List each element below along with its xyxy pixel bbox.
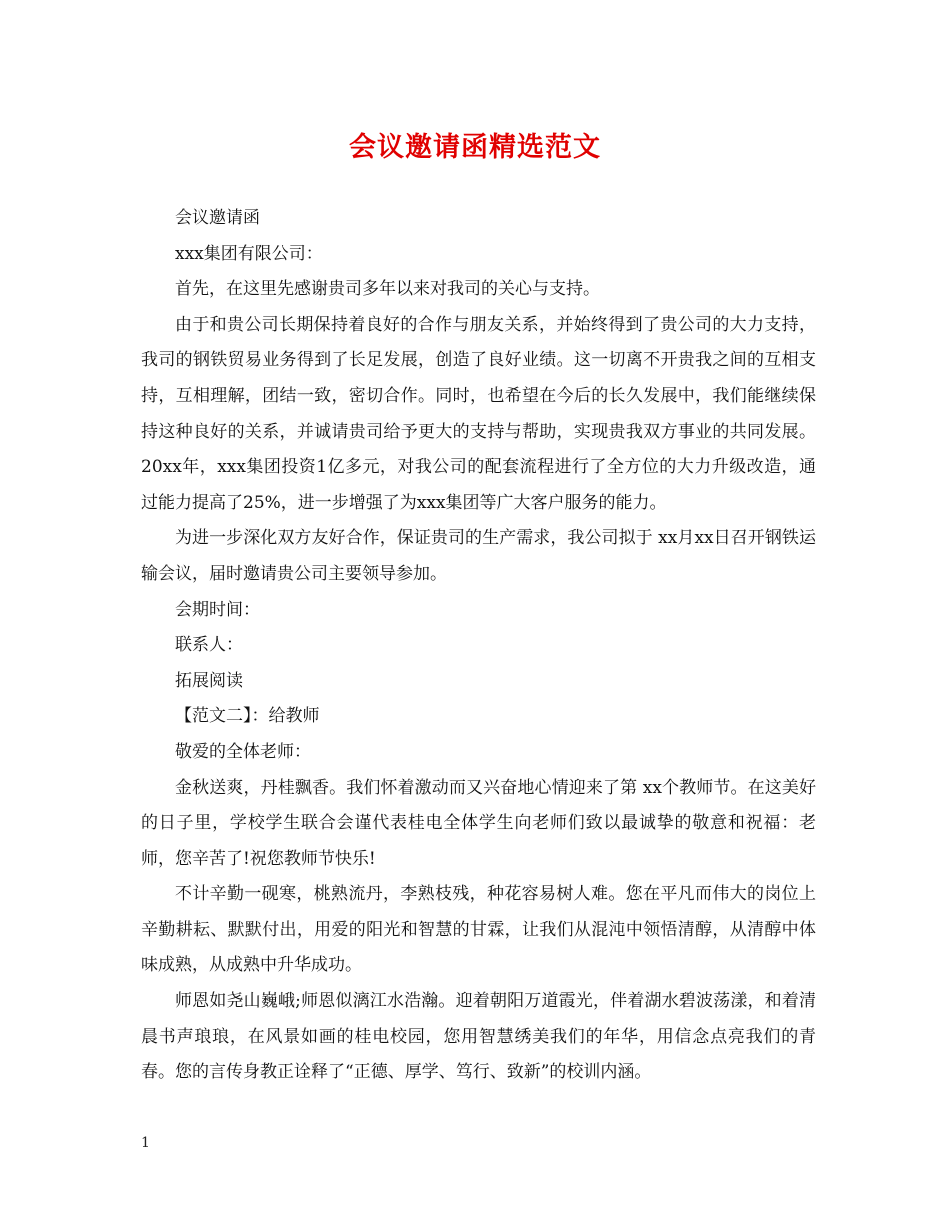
- page-number: 1: [141, 1135, 150, 1151]
- paragraph-meeting-time: 会期时间：: [175, 599, 260, 620]
- paragraph-teacher-grace: 师恩如尧山巍峨;师恩似漓江水浩瀚。迎着朝阳万道霞光，伴着湖水碧波荡漾，和着清晨书声琅琅，在风景如画的桂电校园，您用智慧绣美我们的年华，用信念点亮我们的青春。您的言传身教正诠释了“正德、厚学、笃行、致新”的校训内涵。: [141, 991, 816, 1083]
- document-body: [141, 201, 816, 1091]
- paragraph-teacher-dedication: 不计辛勤一砚寒，桃熟流丹，李熟枝残，种花容易树人难。您在平凡而伟大的岗位上辛勤耕耘、默默付出，用爱的阳光和智慧的甘霖，让我们从混沌中领悟清醇，从清醇中体味成熟，从成熟中升华成功。: [141, 884, 816, 976]
- paragraph-thanks: 首先，在这里先感谢贵司多年以来对我司的关心与支持。: [175, 279, 600, 300]
- paragraph-heading-invitation: 会议邀请函: [175, 208, 260, 228]
- paragraph-teacher-salutation: 敬爱的全体老师：: [175, 741, 311, 762]
- paragraph-contact: 联系人：: [175, 635, 243, 656]
- paragraph-sample-two-heading: 【范文二】：给教师: [175, 706, 320, 727]
- paragraph-cooperation: 由于和贵公司长期保持着良好的合作与朋友关系，并始终得到了贵公司的大力支持，我司的钢铁贸易业务得到了长足发展，创造了良好业绩。这一切离不开贵我之间的互相支持，互相理解，团结一致，密切合作。同时，也希望在今后的长久发展中，我们能继续保持这种良好的关系，并诚请贵司给予更大的支持与帮助，实现贵我双方事业的共同发展。20xx年，xxx集团投资1亿多元，对我公司的配套流程进行了全方位的大力升级改造，通过能力提高了25%，进一步增强了为xxx集团等广大客户服务的能力。: [141, 314, 816, 513]
- paragraph-recipient: xxx集团有限公司：: [175, 243, 323, 264]
- paragraph-teachers-day: 金秋送爽，丹桂飘香。我们怀着激动而又兴奋地心情迎来了第 xx个教师节。在这美好的日子里，学校学生联合会谨代表桂电全体学生向老师们致以最诚挚的敬意和祝福：老师，您辛苦了!祝您教师节快乐!: [141, 777, 816, 869]
- paragraph-extended-reading: 拓展阅读: [175, 670, 243, 691]
- paragraph-meeting-invite: 为进一步深化双方友好合作，保证贵司的生产需求，我公司拟于 xx月xx日召开钢铁运输会议，届时邀请贵公司主要领导参加。: [141, 528, 816, 584]
- document-title: 会议邀请函精选范文: [349, 132, 601, 163]
